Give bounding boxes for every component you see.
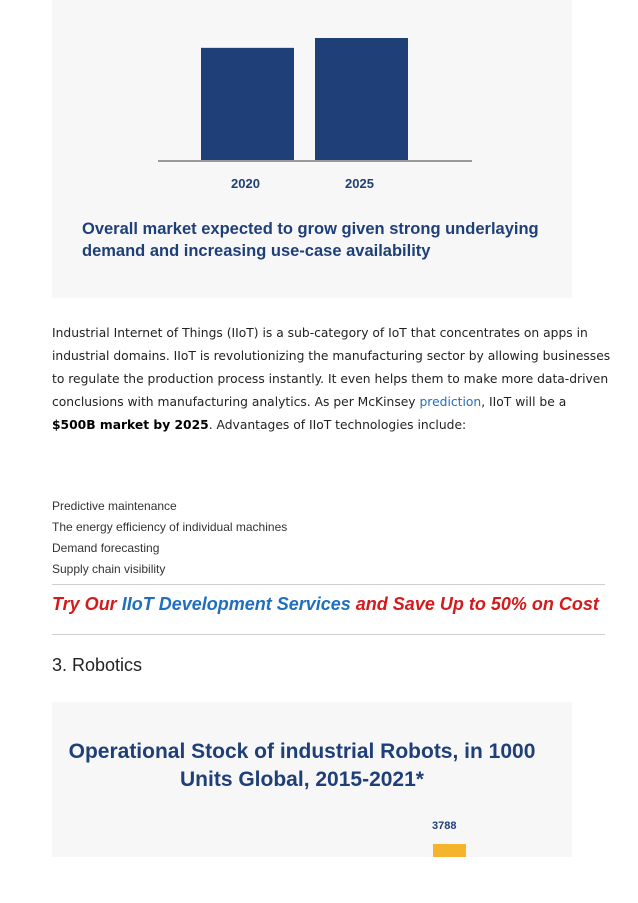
- robots-chart-title: Operational Stock of industrial Robots, in 1000 Units Global, 2015-2021*: [68, 740, 536, 791]
- list-item: The energy efficiency of individual machines: [52, 520, 288, 534]
- divider-top: [52, 584, 605, 585]
- bar-3788: [433, 844, 466, 857]
- list-item: Predictive maintenance: [52, 499, 177, 513]
- x-tick-label: 2020: [231, 176, 260, 191]
- market-size-bold: $500B market by 2025: [52, 418, 209, 432]
- list-item: Demand forecasting: [52, 541, 160, 555]
- cta-text-post: and Save Up to 50% on Cost: [350, 594, 599, 614]
- robots-stock-chart: [52, 702, 572, 857]
- cta-text-pre: Try Our: [52, 594, 122, 614]
- market-growth-chart: [52, 0, 572, 298]
- para-text-2: , IIoT will be a: [481, 395, 567, 409]
- list-item: Supply chain visibility: [52, 562, 166, 576]
- bar-2025: [315, 38, 408, 161]
- x-tick-label: 2025: [345, 176, 374, 191]
- market-growth-caption: Overall market expected to grow given strong underlaying demand and increasing use-case availability: [82, 220, 539, 260]
- iiot-paragraph: [52, 322, 612, 437]
- divider-bottom: [52, 634, 605, 635]
- iiot-services-link[interactable]: IIoT Development Services: [121, 594, 351, 614]
- bar-value-label: 3788: [432, 820, 457, 832]
- prediction-link[interactable]: prediction: [419, 395, 482, 409]
- section-heading: 3. Robotics: [52, 655, 143, 675]
- cta-banner: [52, 594, 612, 615]
- para-text-1: Industrial Internet of Things (IIoT) is a sub-category of IoT that concentrates on apps in industrial domains. IIoT is revolutionizing the manufacturing sector by allowing businesses to regulate the production process instantly. It even helps them to make more data-driven conclusions with manufacturing analytics. As per McKinsey: [52, 326, 611, 409]
- bar-2020: [201, 48, 294, 161]
- market-growth-bars: [52, 0, 572, 200]
- advantages-list: [52, 496, 592, 580]
- para-text-3: . Advantages of IIoT technologies include:: [208, 418, 467, 432]
